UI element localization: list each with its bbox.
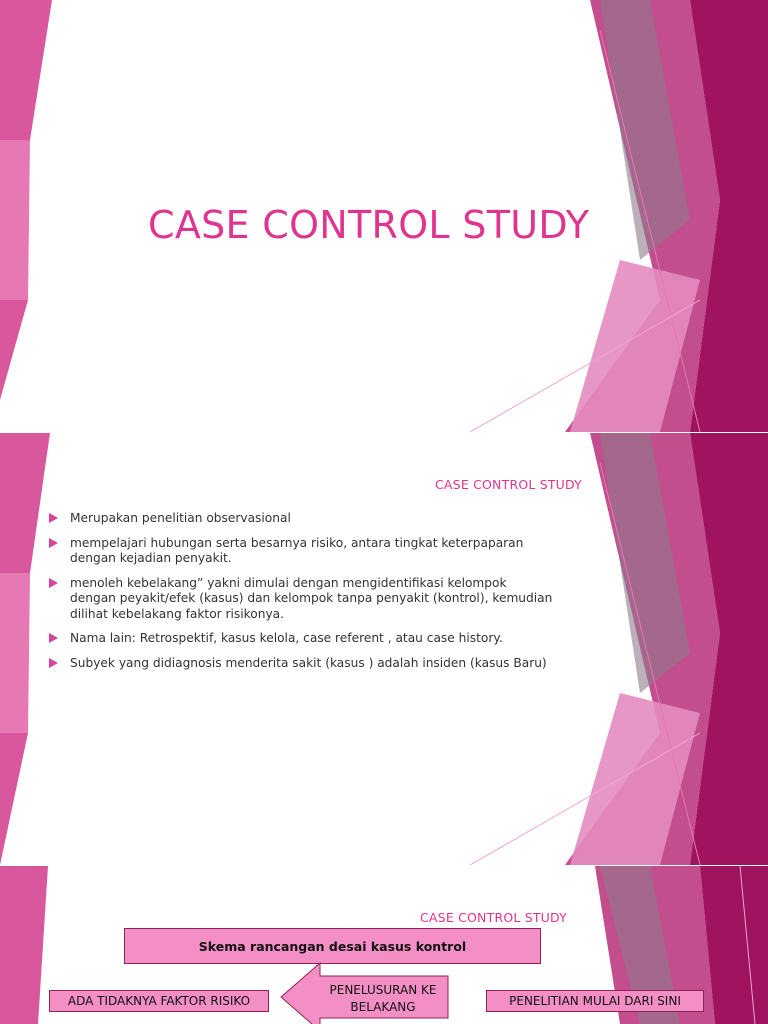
start-here-box: PENELITIAN MULAI DARI SINI bbox=[486, 990, 704, 1012]
left-bar-bottom bbox=[0, 733, 28, 865]
schema-title-box: Skema rancangan desai kasus kontrol bbox=[124, 928, 541, 964]
risk-factor-box: ADA TIDAKNYA FAKTOR RISIKO bbox=[49, 990, 269, 1012]
bullet-arrow-icon bbox=[49, 513, 58, 523]
list-item: Subyek yang didiagnosis menderita sakit (kasus ) adalah insiden (kasus Baru) bbox=[48, 656, 553, 672]
left-bar bbox=[0, 866, 48, 1024]
left-bar-bottom bbox=[0, 300, 28, 400]
slide-title bbox=[0, 0, 768, 432]
list-item: mempelajari hubungan serta besarnya risiko, antara tingkat keterpaparan dengan kejadian penyakit. bbox=[48, 536, 553, 567]
slide-schema bbox=[0, 866, 768, 1024]
slide-subtitle: CASE CONTROL STUDY bbox=[435, 477, 582, 492]
slide-title-text: CASE CONTROL STUDY bbox=[148, 203, 590, 247]
left-bar-top bbox=[0, 0, 52, 140]
left-bar-mid bbox=[0, 140, 30, 300]
left-bar-top bbox=[0, 433, 50, 573]
slide-subtitle: CASE CONTROL STUDY bbox=[420, 910, 567, 925]
slide-definition bbox=[0, 433, 768, 865]
bullet-arrow-icon bbox=[49, 658, 58, 668]
list-item: Merupakan penelitian observasional bbox=[48, 511, 553, 527]
list-item: Nama lain: Retrospektif, kasus kelola, case referent , atau case history. bbox=[48, 631, 553, 647]
bullet-arrow-icon bbox=[49, 538, 58, 548]
bullet-arrow-icon bbox=[49, 578, 58, 588]
left-bar-mid bbox=[0, 573, 30, 733]
arrow-label: PENELUSURAN KE BELAKANG bbox=[329, 983, 437, 1014]
bullet-list bbox=[48, 511, 553, 680]
list-item: menoleh kebelakang” yakni dimulai dengan mengidentifikasi kelompok dengan peyakit/efek (kasus) dan kelompok tanpa penyakit (kontrol), kemudian dilihat kebelakang faktor risikonya. bbox=[48, 576, 553, 623]
bullet-arrow-icon bbox=[49, 633, 58, 643]
